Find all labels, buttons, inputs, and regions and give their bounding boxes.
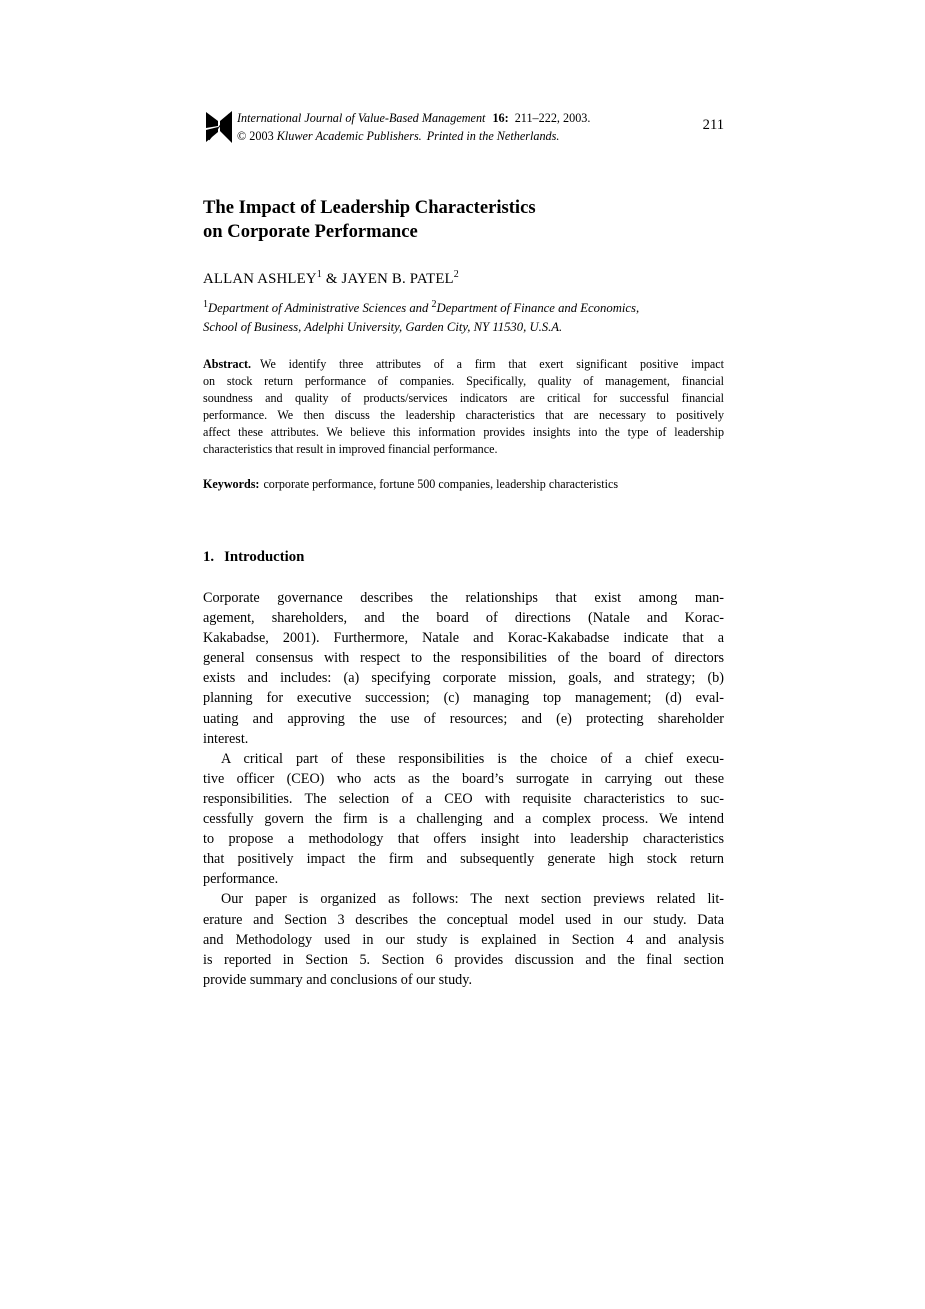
text-line: that positively impact the firm and subsequently generate high stock return bbox=[203, 851, 724, 868]
author-2-footnote-marker: 2 bbox=[453, 269, 459, 281]
author-1: ALLAN ASHLEY bbox=[203, 271, 317, 287]
publisher-logo-icon bbox=[204, 111, 234, 143]
abstract-first-line-text: We identify three attributes of a firm that exert significant positive impact bbox=[260, 357, 724, 371]
introduction-body bbox=[203, 588, 724, 990]
journal-line bbox=[237, 110, 724, 128]
text-line: is reported in Section 5. Section 6 provides discussion and the final section bbox=[203, 951, 724, 968]
affiliation-1-marker: 1 bbox=[203, 298, 208, 310]
keywords-text: corporate performance, fortune 500 companies, leadership characteristics bbox=[263, 477, 619, 491]
text-line: erature and Section 3 describes the conceptual model used in our study. Data bbox=[203, 911, 724, 928]
paper-title bbox=[203, 196, 536, 243]
section-number: 1. bbox=[203, 549, 215, 565]
text-line: Our paper is organized as follows: The next section previews related lit- bbox=[221, 891, 724, 908]
text-line: and Methodology used in our study is explained in Section 4 and analysis bbox=[203, 931, 724, 948]
text-line: Kakabadse, 2001). Furthermore, Natale and Korac-Kakabadse indicate that a bbox=[203, 630, 724, 647]
journal-header bbox=[203, 110, 724, 145]
intro-paragraph-1 bbox=[203, 588, 724, 749]
text-line: exists and includes: (a) specifying corporate mission, goals, and strategy; (b) bbox=[203, 670, 724, 687]
paper-title-line1: The Impact of Leadership Characteristics bbox=[203, 197, 536, 218]
intro-paragraph-2 bbox=[203, 749, 724, 890]
affiliation-2-marker: 2 bbox=[431, 298, 437, 310]
text-line: planning for executive succession; (c) managing top management; (d) eval- bbox=[203, 690, 724, 707]
abstract-body bbox=[203, 373, 724, 458]
text-line: A critical part of these responsibilities is the choice of a chief execu- bbox=[221, 750, 724, 767]
text-line: provide summary and conclusions of our study. bbox=[203, 971, 472, 988]
page-number: 211 bbox=[702, 117, 724, 133]
intro-paragraph-3 bbox=[203, 889, 724, 989]
text-line: agement, shareholders, and the board of directions (Natale and Korac- bbox=[203, 610, 724, 627]
keywords-label: Keywords: bbox=[203, 477, 260, 491]
authors-line bbox=[203, 271, 459, 288]
text-line: interest. bbox=[203, 730, 249, 747]
section-title: Introduction bbox=[224, 549, 305, 565]
text-line: Corporate governance describes the relationships that exist among man- bbox=[203, 590, 724, 606]
printed-in: Printed in the Netherlands. bbox=[426, 128, 560, 143]
abstract-first-line bbox=[203, 356, 724, 373]
journal-volume: 16: bbox=[492, 111, 509, 125]
paper-title-line2: on Corporate Performance bbox=[203, 220, 418, 242]
copyright-year: © 2003 bbox=[237, 128, 274, 143]
affiliation-line2: School of Business, Adelphi University, Garden City, NY 11530, U.S.A. bbox=[203, 320, 563, 334]
journal-title: International Journal of Value-Based Management bbox=[237, 111, 486, 125]
affiliation-line1 bbox=[203, 299, 639, 318]
text-line: performance. bbox=[203, 871, 279, 888]
text-line: tive officer (CEO) who acts as the board’s surrogate in carrying out these bbox=[203, 770, 724, 787]
text-line: performance. We then discuss the leadership characteristics that are necessary to positively bbox=[203, 408, 724, 423]
text-line: characteristics that result in improved financial performance. bbox=[203, 442, 498, 457]
text-line: general consensus with respect to the responsibilities of the board of directors bbox=[203, 650, 724, 667]
text-line: to propose a methodology that offers insight into leadership characteristics bbox=[203, 831, 724, 848]
keywords-section bbox=[203, 477, 724, 492]
publisher-name: Kluwer Academic Publishers. bbox=[276, 128, 422, 143]
text-line: affect these attributes. We believe this information provides insights into the type of leadership bbox=[203, 425, 724, 440]
affiliation-2-text: Department of Finance and Economics, bbox=[436, 301, 640, 315]
author-2: & JAYEN B. PATEL bbox=[325, 271, 454, 287]
text-line: responsibilities. The selection of a CEO with requisite characteristics to suc- bbox=[203, 790, 724, 807]
abstract-section bbox=[203, 356, 724, 459]
copyright-line bbox=[237, 128, 724, 146]
author-1-footnote-marker: 1 bbox=[316, 269, 322, 281]
affiliation-1-text: Department of Administrative Sciences and bbox=[208, 301, 429, 315]
text-line: uating and approving the use of resources; and (e) protecting shareholder bbox=[203, 710, 724, 727]
text-line: cessfully govern the firm is a challenging and a complex process. We intend bbox=[203, 811, 724, 828]
text-line: on stock return performance of companies. Specifically, quality of management, financial bbox=[203, 374, 724, 389]
section-heading-introduction bbox=[203, 549, 304, 566]
journal-citation bbox=[237, 110, 724, 145]
abstract-label: Abstract. bbox=[203, 357, 252, 371]
affiliation bbox=[203, 299, 639, 337]
text-line: soundness and quality of products/services indicators are critical for successful financial bbox=[203, 391, 724, 406]
journal-pages: 211–222, 2003. bbox=[514, 111, 591, 125]
